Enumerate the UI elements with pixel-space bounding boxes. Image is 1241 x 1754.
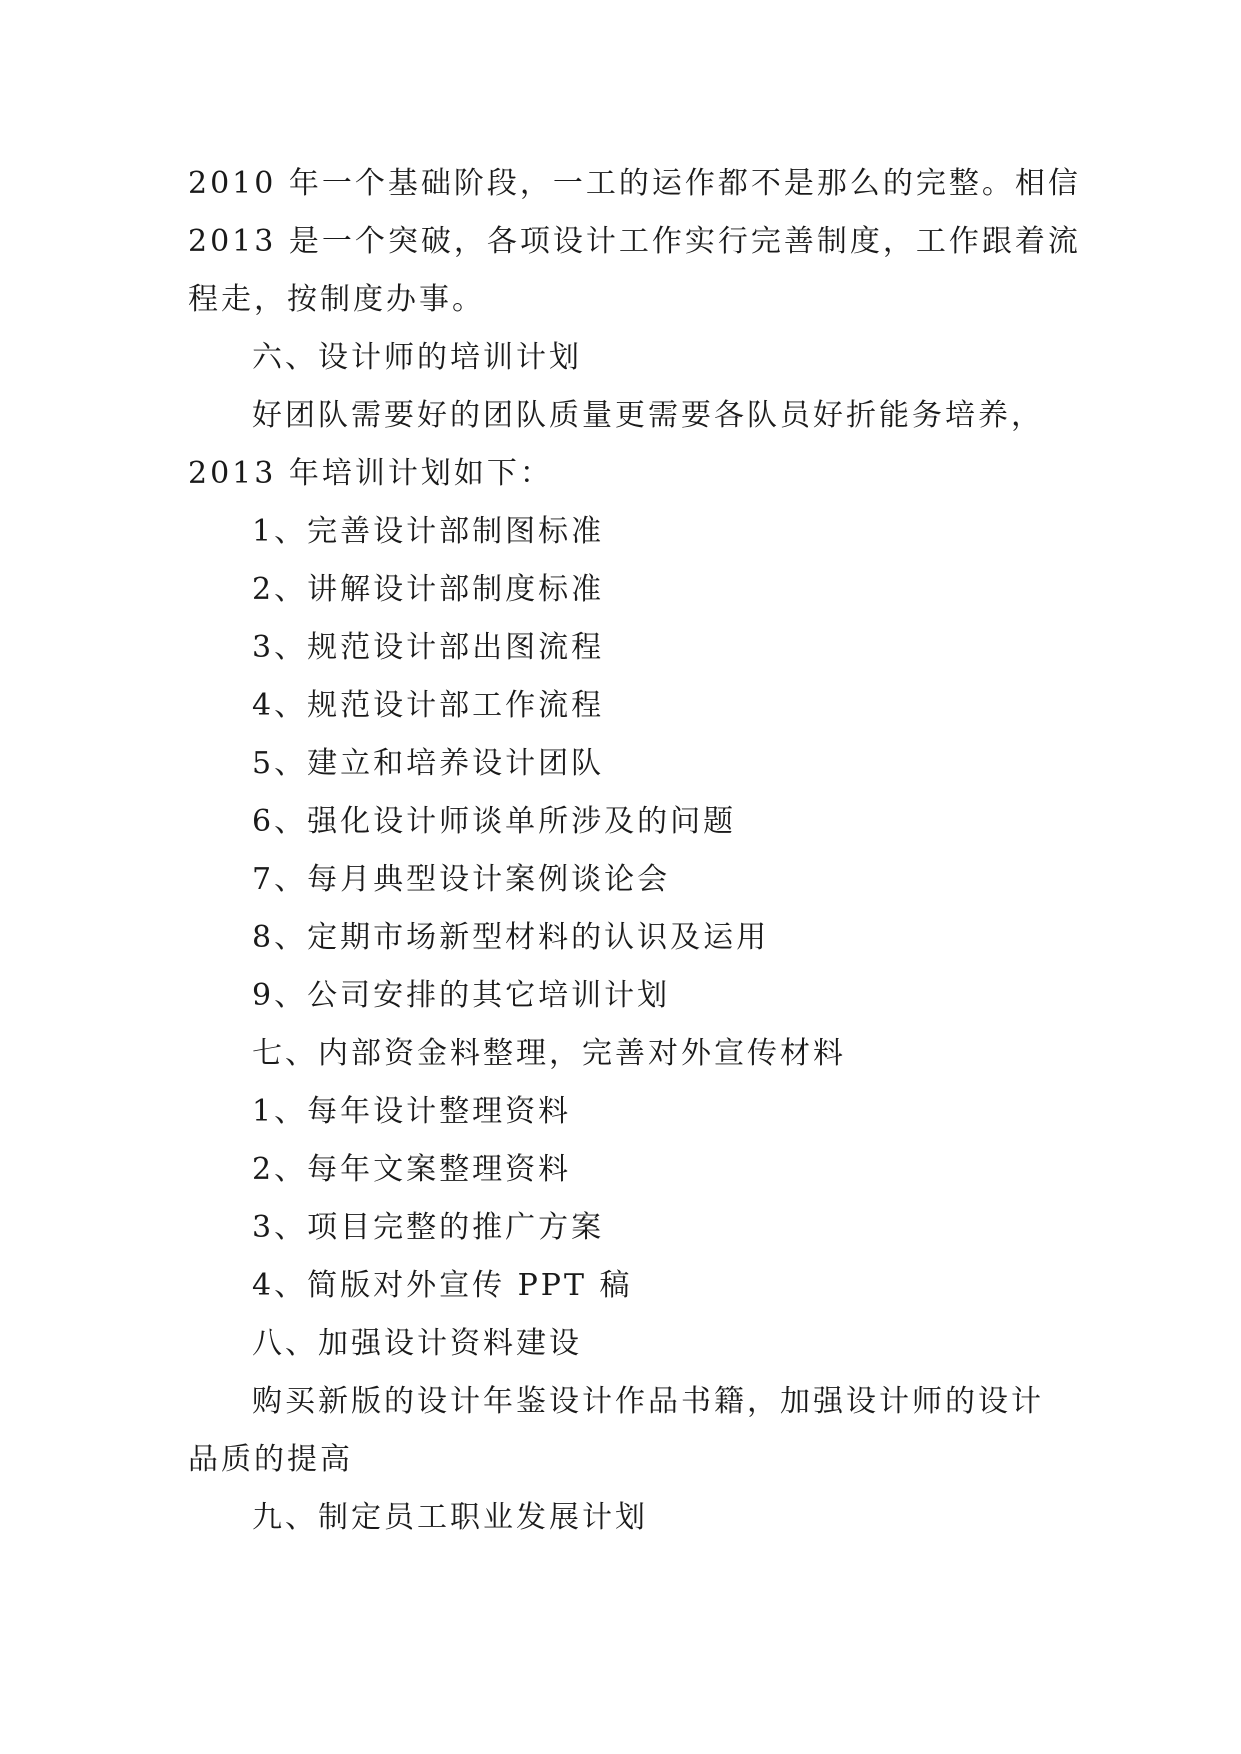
list-item: 5、建立和培养设计团队 bbox=[252, 746, 605, 781]
list-item: 2、讲解设计部制度标准 bbox=[252, 572, 605, 607]
list-item: 7、每月典型设计案例谈论会 bbox=[252, 862, 671, 897]
list-item: 3、项目完整的推广方案 bbox=[252, 1210, 605, 1245]
paragraph-line: 品质的提高 bbox=[188, 1442, 353, 1477]
list-item: 4、简版对外宣传 PPT 稿 bbox=[252, 1268, 633, 1303]
list-item: 6、强化设计师谈单所涉及的问题 bbox=[252, 804, 737, 839]
section-heading-7: 七、内部资金料整理，完善对外宣传材料 bbox=[252, 1036, 846, 1071]
list-item: 9、公司安排的其它培训计划 bbox=[252, 978, 671, 1013]
list-item: 1、每年设计整理资料 bbox=[252, 1094, 572, 1129]
paragraph-line: 购买新版的设计年鉴设计作品书籍，加强设计师的设计 bbox=[252, 1384, 1044, 1419]
document-body bbox=[188, 155, 1081, 1547]
section-heading-6: 六、设计师的培训计划 bbox=[252, 340, 582, 375]
list-item: 3、规范设计部出图流程 bbox=[252, 630, 605, 665]
paragraph-line: 2010 年一个基础阶段，一工的运作都不是那么的完整。相信 bbox=[188, 166, 1081, 201]
paragraph-line: 程走，按制度办事。 bbox=[188, 282, 485, 317]
paragraph-line: 2013 年培训计划如下： bbox=[188, 456, 553, 491]
section-heading-9: 九、制定员工职业发展计划 bbox=[252, 1500, 648, 1535]
paragraph-line: 2013 是一个突破，各项设计工作实行完善制度，工作跟着流 bbox=[188, 224, 1081, 259]
list-item: 4、规范设计部工作流程 bbox=[252, 688, 605, 723]
paragraph-line: 好团队需要好的团队质量更需要各队员好折能务培养， bbox=[252, 398, 1044, 433]
list-item: 1、完善设计部制图标准 bbox=[252, 514, 605, 549]
list-item: 2、每年文案整理资料 bbox=[252, 1152, 572, 1187]
section-heading-8: 八、加强设计资料建设 bbox=[252, 1326, 582, 1361]
list-item: 8、定期市场新型材料的认识及运用 bbox=[252, 920, 770, 955]
